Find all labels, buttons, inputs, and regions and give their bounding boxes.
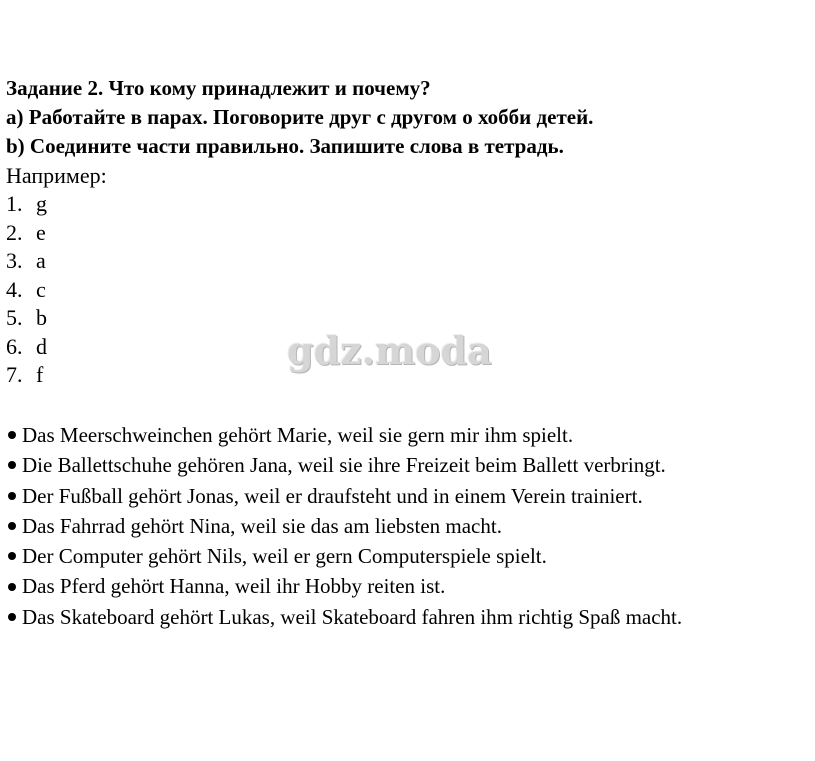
bullet-icon: [8, 522, 16, 530]
answer-number: 4.: [6, 276, 23, 302]
sentence-text: Die Ballettschuhe gehören Jana, weil sie ihre Freizeit beim Ballett verbringt.: [22, 453, 666, 478]
sentence-text: Der Computer gehört Nils, weil er gern Computerspiele spielt.: [22, 544, 547, 569]
bullet-icon: [8, 431, 16, 439]
answer-item: [6, 333, 812, 362]
sentence-text: Das Skateboard gehört Lukas, weil Skateboard fahren ihm richtig Spaß macht.: [22, 604, 683, 629]
sentence-item: [6, 450, 682, 480]
task-part-a: а) Работайте в парах. Поговорите друг с другом о хобби детей.: [6, 105, 594, 129]
answer-item: [6, 276, 812, 305]
sentence-text: Das Pferd gehört Hanna, weil ihr Hobby reiten ist.: [22, 574, 446, 599]
sentence-item: [6, 481, 682, 511]
document-body: [6, 74, 812, 629]
answer-item: [6, 304, 812, 333]
answer-letter: g: [36, 191, 47, 216]
answer-letter: e: [36, 219, 46, 245]
sentence-item: [6, 571, 682, 601]
sentence-item: [6, 511, 682, 541]
answer-letter: c: [36, 276, 46, 302]
example-label: Например:: [6, 163, 107, 188]
answer-number: 7.: [6, 362, 23, 387]
answer-number: 2.: [6, 219, 23, 245]
answer-item: [6, 219, 812, 248]
bullet-icon: [8, 492, 16, 500]
watermark: gdz.moda: [287, 328, 492, 373]
answer-number: 6.: [6, 333, 23, 359]
answer-letter: a: [36, 248, 46, 273]
bullet-icon: [8, 583, 16, 591]
sentence-text: Das Fahrrad gehört Nina, weil sie das am liebsten macht.: [22, 513, 502, 538]
answer-item: [6, 361, 812, 390]
answer-item: [6, 190, 812, 219]
answer-number: 1.: [6, 191, 23, 216]
sentence-item: [6, 541, 682, 571]
answer-list: [6, 190, 812, 390]
bullet-icon: [8, 613, 16, 621]
answer-item: [6, 247, 812, 276]
sentence-list: [6, 420, 682, 632]
answer-number: 3.: [6, 248, 23, 273]
sentence-item: [6, 602, 682, 632]
answer-letter: b: [36, 305, 47, 330]
task-part-b: b) Соедините части правильно. Запишите слова в тетрадь.: [6, 134, 564, 158]
bullet-icon: [8, 461, 16, 469]
sentence-text: Der Fußball gehört Jonas, weil er draufsteht und in einem Verein trainiert.: [22, 483, 643, 508]
bullet-icon: [8, 552, 16, 560]
answer-letter: f: [36, 362, 44, 387]
task-title: Задание 2. Что кому принадлежит и почему?: [6, 76, 431, 100]
sentence-item: [6, 420, 682, 450]
answer-number: 5.: [6, 305, 23, 330]
sentence-text: Das Meerschweinchen gehört Marie, weil sie gern mir ihm spielt.: [22, 423, 574, 447]
answer-letter: d: [36, 333, 47, 359]
